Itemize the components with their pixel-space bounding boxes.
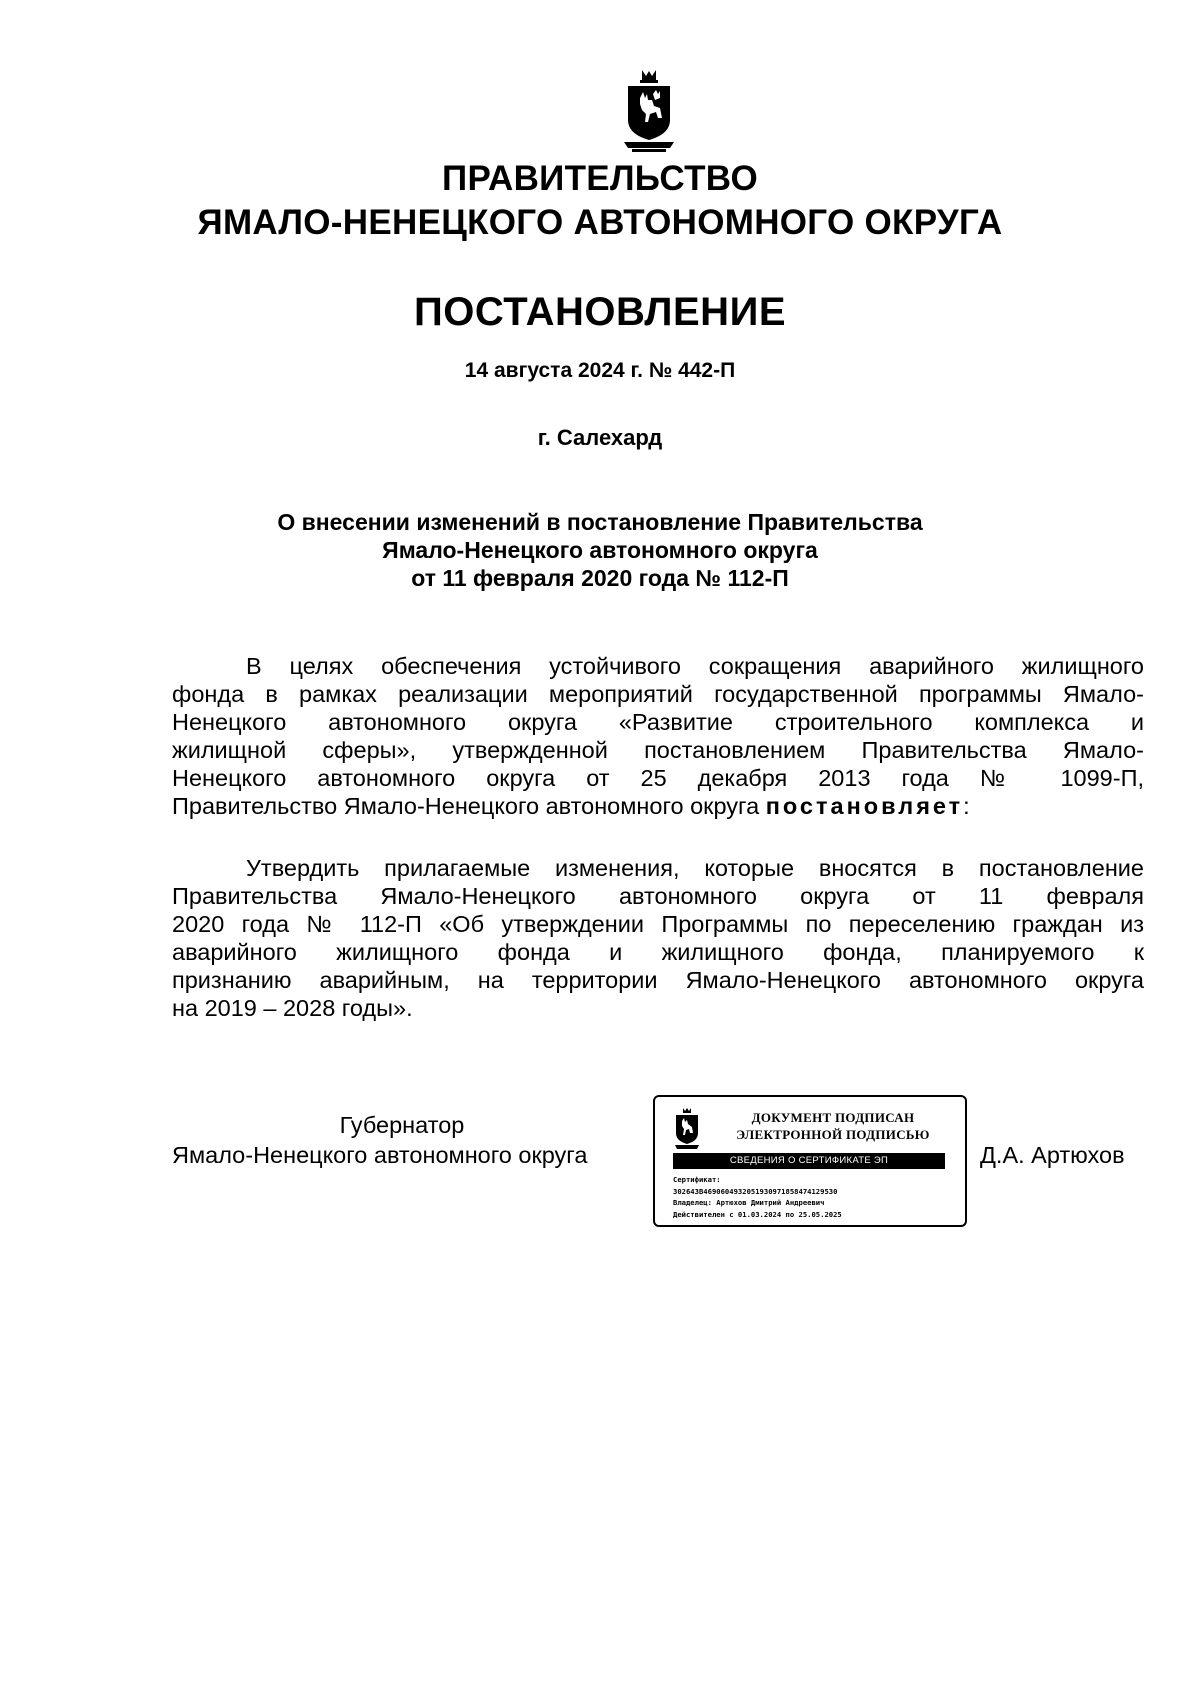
stamp-heading [713,1109,953,1143]
paragraph-line: Утвердить прилагаемые изменения, которые вносятся в постановление [246,855,1144,881]
body-paragraph-2 [172,854,1144,1022]
certificate-label: Сертификат: [673,1175,721,1184]
certificate-info-bar: СВЕДЕНИЯ О СЕРТИФИКАТЕ ЭП [673,1153,945,1169]
subject-line: Ямало-Ненецкого автономного округа [382,537,818,563]
paragraph-line: В целях обеспечения устойчивого сокращения аварийного жилищного [246,653,1144,679]
org-name-line1: ПРАВИТЕЛЬСТВО [441,159,758,198]
signatory-name: Д.А. Артюхов [980,1142,1125,1168]
certificate-details [673,1174,958,1220]
org-name-line2: ЯМАЛО-НЕНЕЦКОГО АВТОНОМНОГО ОКРУГА [197,203,1003,242]
paragraph-line: на 2019 – 2028 годы». [172,995,413,1021]
signatory-title: Губернатор [339,1112,465,1138]
body-paragraph-1 [172,652,1144,820]
document-date-number: 14 августа 2024 г. № 442-П [464,359,736,382]
paragraph-line: 2020 года № 112-П «Об утверждении Программы по переселению граждан из [172,911,1144,937]
document-type-title: ПОСТАНОВЛЕНИЕ [413,290,786,334]
document-subject [0,508,1200,592]
certificate-number: 302643B4690604932051930971858474129530 [673,1186,838,1196]
decree-word: постановляет [765,793,964,819]
paragraph-last-line [172,792,1144,820]
stamp-heading-line: ЭЛЕКТРОННОЙ ПОДПИСЬЮ [736,1127,930,1142]
paragraph-line: Правительства Ямало-Ненецкого автономного округа от 11 февраля [172,883,1144,909]
signatory-position [172,1110,642,1170]
e-signature-stamp [653,1095,967,1227]
paragraph-line: аварийного жилищного фонда и жилищного фонда, планируемого к [172,939,1144,965]
stamp-heading-line: ДОКУМЕНТ ПОДПИСАН [751,1110,915,1125]
paragraph-line-text: Правительство Ямало-Ненецкого автономного округа [172,793,766,819]
certificate-owner: Владелец: Артюхов Дмитрий Андреевич [673,1198,825,1207]
subject-line: О внесении изменений в постановление Правительства [277,509,923,535]
signatory-region: Ямало-Ненецкого автономного округа [172,1142,588,1168]
paragraph-line: жилищной сферы», утвержденной постановлением Правительства Ямало- [172,737,1144,763]
paragraph-line: фонда в рамках реализации мероприятий государственной программы Ямало- [172,681,1144,707]
paragraph-line: Ненецкого автономного округа от 25 декабря 2013 года № 1099-П, [172,765,1144,791]
coat-of-arms-icon [620,68,678,154]
paragraph-line: признанию аварийным, на территории Ямало-Ненецкого автономного округа [172,967,1144,993]
certificate-validity: Действителен с 01.03.2024 по 25.05.2025 [673,1209,842,1219]
stamp-coat-of-arms-icon [673,1107,701,1151]
subject-line: от 11 февраля 2020 года № 112-П [411,565,789,591]
paragraph-line: Ненецкого автономного округа «Развитие строительного комплекса и [172,709,1144,735]
document-place: г. Салехард [537,425,663,450]
paragraph-line-punct: : [963,793,970,819]
